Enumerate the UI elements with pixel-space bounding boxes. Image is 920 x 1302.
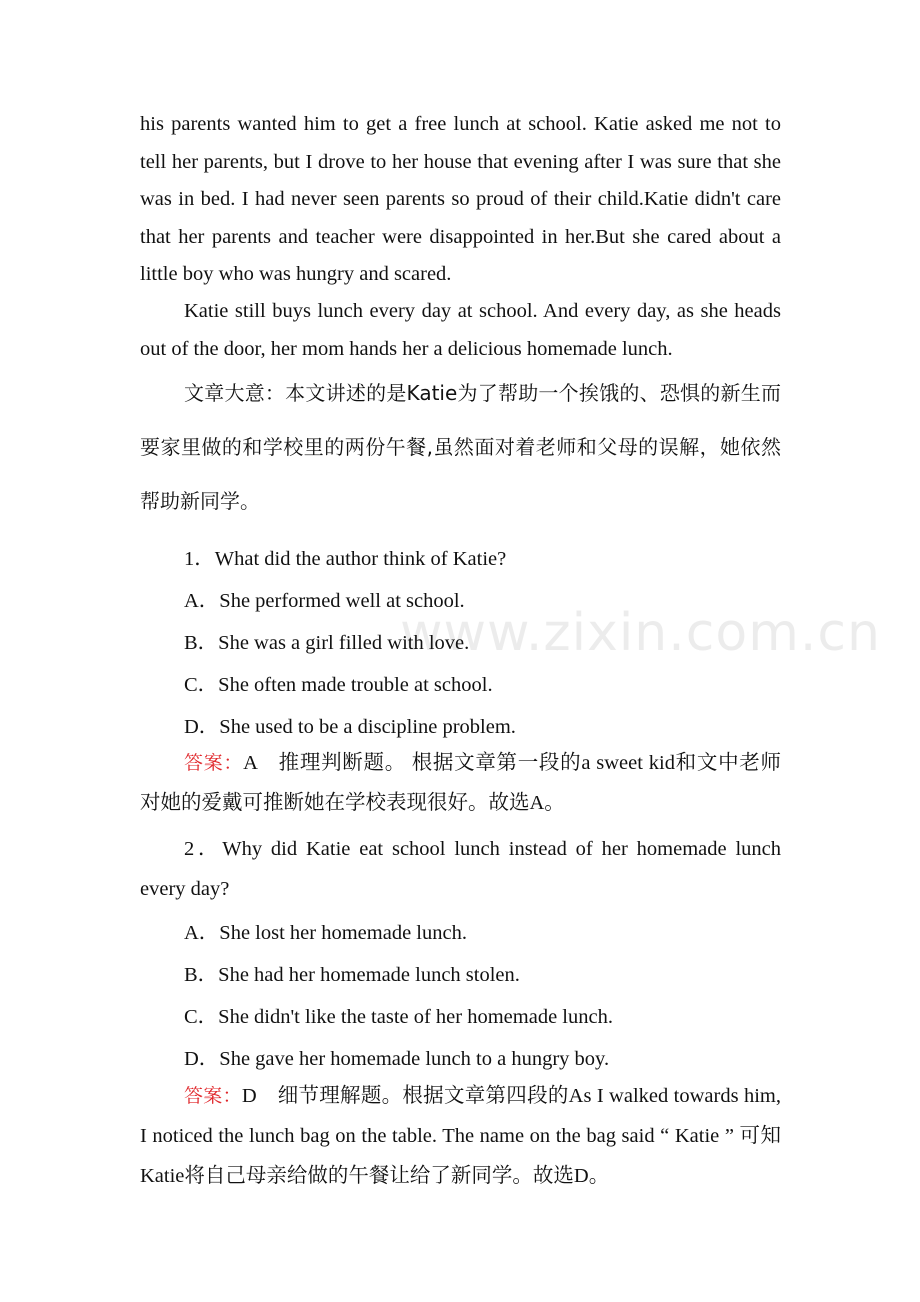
- question-1-option-b: B．She was a girl filled with love.: [184, 632, 470, 654]
- question-2-stem: 2．Why did Katie eat school lunch instead of her homemade lunch every day?: [140, 838, 781, 900]
- answer-label: 答案：: [184, 1085, 242, 1107]
- answer-label: 答案：: [184, 752, 244, 774]
- question-1-answer: [140, 743, 781, 823]
- question-2-option-d: D．She gave her homemade lunch to a hungry boy.: [184, 1048, 610, 1070]
- question-2-answer: [140, 1076, 781, 1196]
- answer-explanation: A 推理判断题。 根据文章第一段的a sweet kid和文中老师对她的爱戴可推断她在学校表现很好。故选A。: [140, 752, 781, 814]
- question-2-option-b: B．She had her homemade lunch stolen.: [184, 964, 520, 986]
- question-1-option-d: D．She used to be a discipline problem.: [184, 716, 516, 738]
- answer-explanation: D 细节理解题。根据文章第四段的As I walked towards him, I noticed the lunch bag on the table. The name on the bag said “ Katie ” 可知Katie将自己母亲给做的午餐让给了新同学。故选D。: [140, 1085, 781, 1187]
- question-1-stem: 1．What did the author think of Katie?: [184, 548, 507, 570]
- site-watermark: www.zixin.com.cn: [400, 603, 881, 663]
- passage-paragraph-2: Katie still buys lunch every day at school. And every day, as she heads out of the door, her mom hands her a delicious homemade lunch.: [140, 300, 781, 360]
- question-1-option-c: C．She often made trouble at school.: [184, 674, 493, 696]
- question-2-option-c: C．She didn't like the taste of her homemade lunch.: [184, 1006, 613, 1028]
- question-1-option-a: A．She performed well at school.: [184, 590, 465, 612]
- passage-paragraph-1: his parents wanted him to get a free lunch at school. Katie asked me not to tell her parents, but I drove to her house that evening after I was sure that she was in bed. I had never seen parents so proud of their child.Katie didn't care that her parents and teacher were disappointed in her.But she cared about a little boy who was hungry and scared.: [140, 113, 781, 285]
- article-summary: 文章大意：本文讲述的是Katie为了帮助一个挨饿的、恐惧的新生而要家里做的和学校里的两份午餐,虽然面对着老师和父母的误解，她依然帮助新同学。: [140, 381, 781, 513]
- question-2-option-a: A．She lost her homemade lunch.: [184, 922, 467, 944]
